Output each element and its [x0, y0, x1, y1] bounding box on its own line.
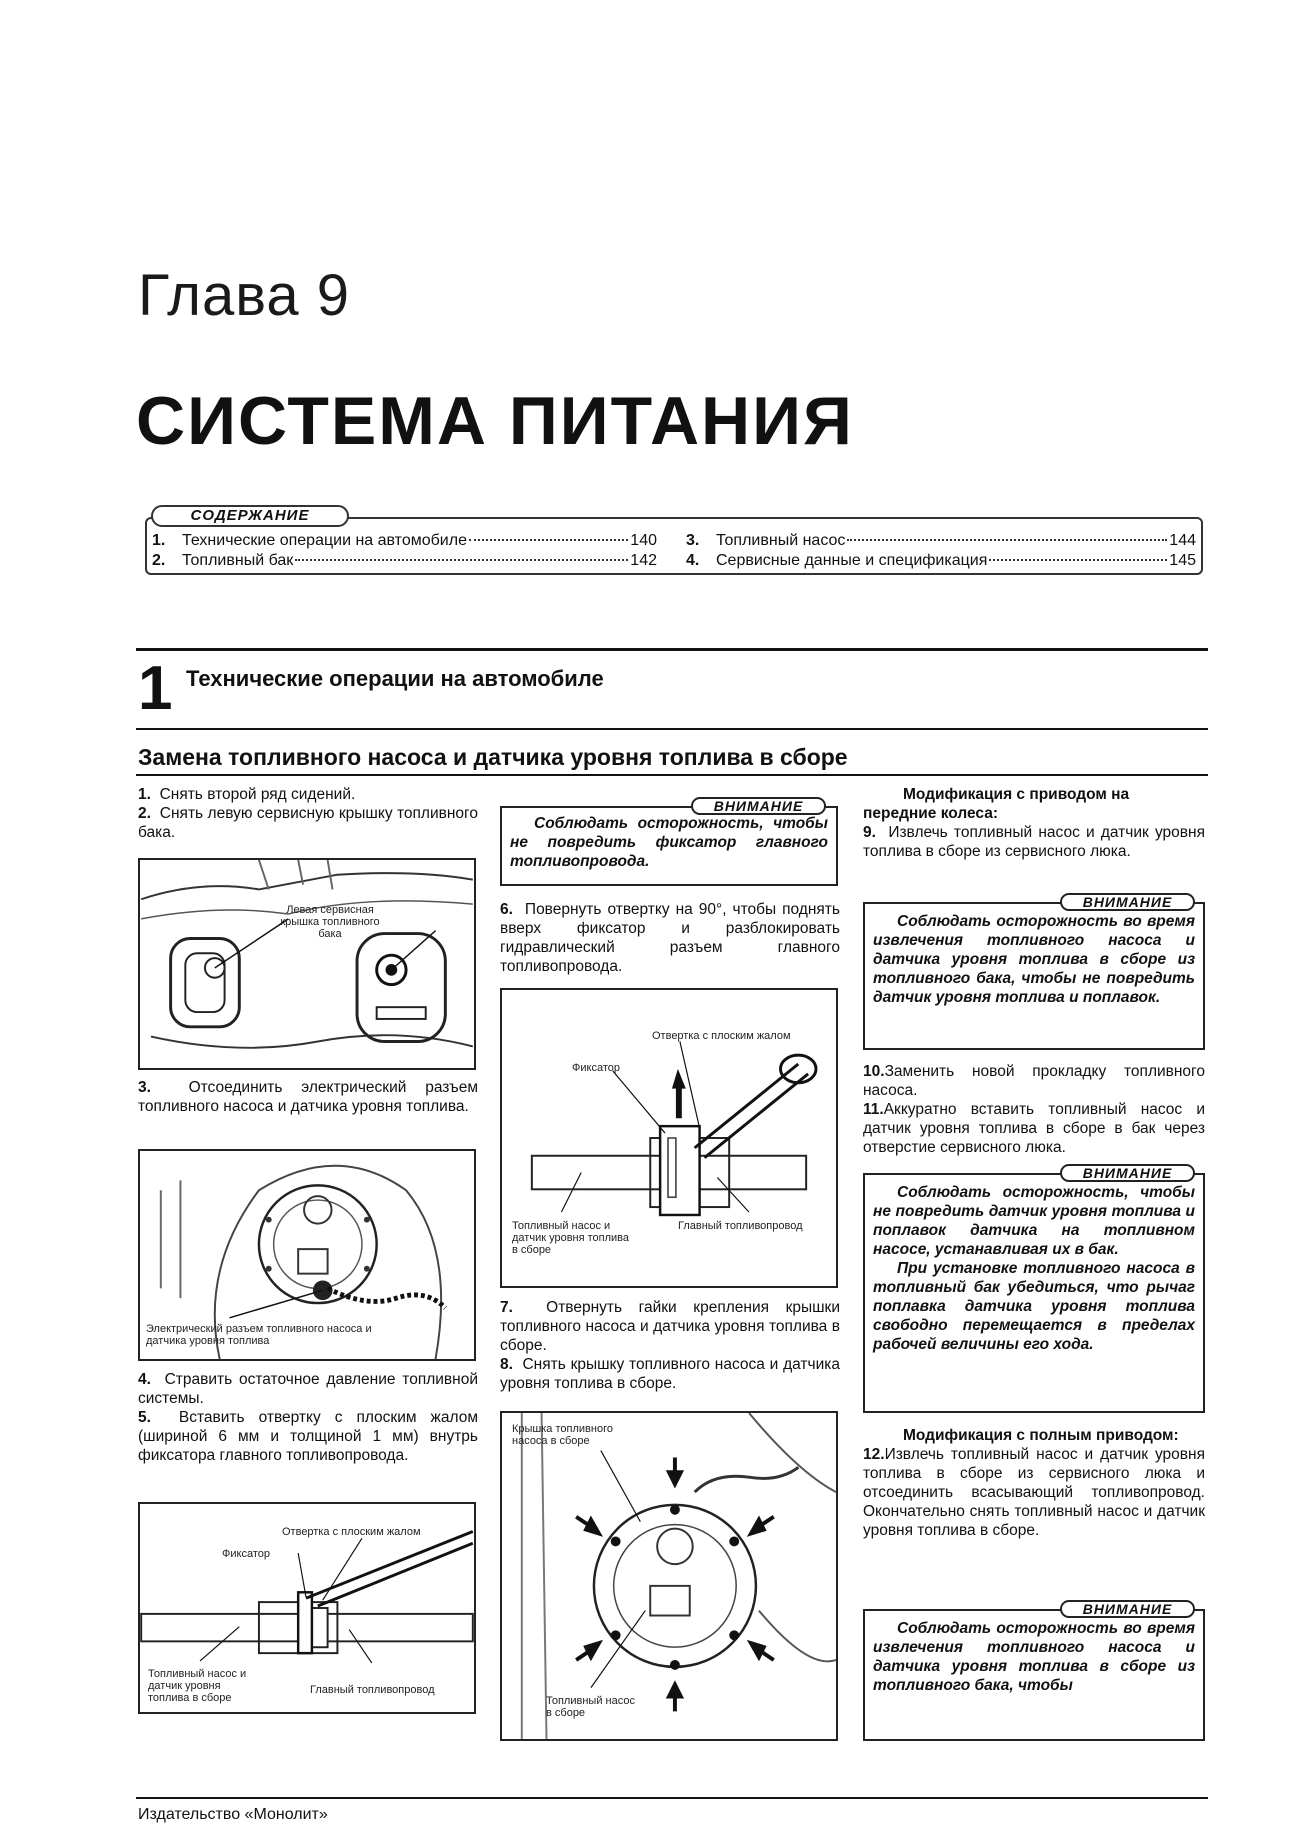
figure-label: Топливный насос и датчик уровня топлива в сборе — [512, 1220, 630, 1256]
warning-tag: ВНИМАНИЕ — [1060, 1600, 1195, 1618]
figure-label: Главный топливопровод — [310, 1684, 435, 1696]
divider — [136, 728, 1208, 730]
toc-item[interactable]: 4. Сервисные данные и спецификация 145 — [686, 552, 1196, 569]
warning-text-group — [873, 1183, 1195, 1354]
modification-block-2 — [863, 1426, 1205, 1540]
step-1: 1. Снять второй ряд сидений. — [138, 786, 356, 803]
figure-service-cover — [138, 858, 476, 1070]
modification-title: Модификация с полным приводом: — [903, 1427, 1179, 1444]
step-10: 10.Заменить новой прокладку топливного насоса. — [863, 1063, 1205, 1099]
figure-label: Топливный насос в сборе — [546, 1695, 635, 1719]
figure-label: Левая сервисная крышка топливного бака — [280, 904, 380, 940]
warning-tag: ВНИМАНИЕ — [691, 797, 826, 815]
step-6: 6. Повернуть отвертку на 90°, чтобы поднять вверх фиксатор и разблокировать гидравлический разъем главного топливопровода. — [500, 901, 840, 975]
figure-label: Топливный насос и датчик уровня топлива в сборе — [148, 1668, 247, 1704]
footer-rule — [136, 1797, 1208, 1799]
step-list-7 — [500, 1298, 840, 1393]
warning-text: Соблюдать осторожность, чтобы не повредить датчик уровня топлива и поплавок датчика на топливном насосе, устанавливая их в бак. — [873, 1184, 1195, 1258]
step-list-6 — [500, 900, 840, 976]
publisher: Издательство «Монолит» — [138, 1806, 328, 1823]
toc-item[interactable]: 2. Топливный бак 142 — [152, 552, 657, 569]
subsection-title: Замена топливного насоса и датчика уровня топлива в сборе — [138, 744, 848, 770]
chapter-label: Глава 9 — [138, 263, 351, 328]
step-list-1 — [138, 785, 478, 842]
step-3: 3. Отсоединить электрический разъем топливного насоса и датчика уровня топлива. — [138, 1079, 478, 1115]
warning-tag: ВНИМАНИЕ — [1060, 893, 1195, 911]
step-list-3 — [138, 1078, 478, 1116]
warning-text: Соблюдать осторожность во время извлечения топливного насоса и датчика уровня топлива в сборе из топливного бака, чтобы не повредить датчик уровня топлива и поплавок. — [873, 913, 1195, 1006]
section-rule — [136, 648, 1208, 651]
figure-label: Электрический разъем топливного насоса и датчика уровня топлива — [146, 1323, 372, 1347]
warning-tag: ВНИМАНИЕ — [1060, 1164, 1195, 1182]
figure-electrical-connector — [138, 1149, 476, 1361]
step-8: 8. Снять крышку топливного насоса и датчика уровня топлива в сборе. — [500, 1356, 840, 1392]
figure-label: Крышка топливного насоса в сборе — [512, 1423, 613, 1447]
toc-item[interactable]: 3. Топливный насос 144 — [686, 532, 1196, 549]
modification-title: Модификация с приводом на передние колеса: — [863, 786, 1130, 822]
figure-latch-screwdriver — [138, 1502, 476, 1714]
step-4: 4. Стравить остаточное давление топливной системы. — [138, 1371, 478, 1407]
toc-item[interactable]: 1. Технические операции на автомобиле 140 — [152, 532, 657, 549]
warning-text: Соблюдать осторожность, чтобы не повредить фиксатор главного топливопровода. — [510, 815, 828, 870]
step-5: 5. Вставить отвертку с плоским жалом (шириной 6 мм и толщиной 1 мм) внутрь фиксатора главного топливопровода. — [138, 1409, 478, 1464]
figure-pump-cover — [500, 1411, 838, 1741]
step-11: 11.Аккуратно вставить топливный насос и датчик уровня топлива в сборе в бак через отверстие сервисного люка. — [863, 1101, 1205, 1156]
service-cover-illustration — [140, 860, 474, 1068]
figure-label: Отвертка с плоским жалом — [282, 1526, 421, 1538]
modification-block-1 — [863, 785, 1205, 861]
pump-cover-illustration — [502, 1413, 836, 1739]
figure-label: Главный топливопровод — [678, 1220, 803, 1232]
step-2: 2. Снять левую сервисную крышку топливного бака. — [138, 805, 478, 841]
figure-latch-rotate — [500, 988, 838, 1288]
step-9: 9. Извлечь топливный насос и датчик уровня топлива в сборе из сервисного люка. — [863, 824, 1205, 860]
step-list-4 — [138, 1370, 478, 1465]
toc-title: СОДЕРЖАНИЕ — [151, 505, 349, 527]
figure-label: Фиксатор — [222, 1548, 270, 1560]
toc-column-right — [686, 532, 1196, 572]
divider — [136, 774, 1208, 776]
toc-column-left — [152, 532, 657, 572]
warning-text: Соблюдать осторожность во время извлечения топливного насоса и датчика уровня топлива в сборе из топливного бака, чтобы — [873, 1620, 1195, 1694]
step-7: 7. Отвернуть гайки крепления крышки топливного насоса и датчика уровня топлива в сборе. — [500, 1299, 841, 1354]
step-list-10 — [863, 1062, 1205, 1157]
section-number: 1 — [138, 654, 173, 723]
figure-label: Отвертка с плоским жалом — [652, 1030, 791, 1042]
section-title: Технические операции на автомобиле — [186, 666, 604, 691]
figure-label: Фиксатор — [572, 1062, 620, 1074]
warning-text: При установке топливного насоса в топливный бак убедиться, что рычаг поплавка датчика уровня топлива свободно перемещается в пределах рабочей величины его хода. — [873, 1260, 1195, 1353]
step-12: 12.Извлечь топливный насос и датчик уровня топлива в сборе из сервисного люка и отсоединить всасывающий топливопровод. Окончательно снять топливный насос и датчик уровня топлива в сборе. — [863, 1446, 1205, 1539]
chapter-title: СИСТЕМА ПИТАНИЯ — [136, 383, 854, 459]
